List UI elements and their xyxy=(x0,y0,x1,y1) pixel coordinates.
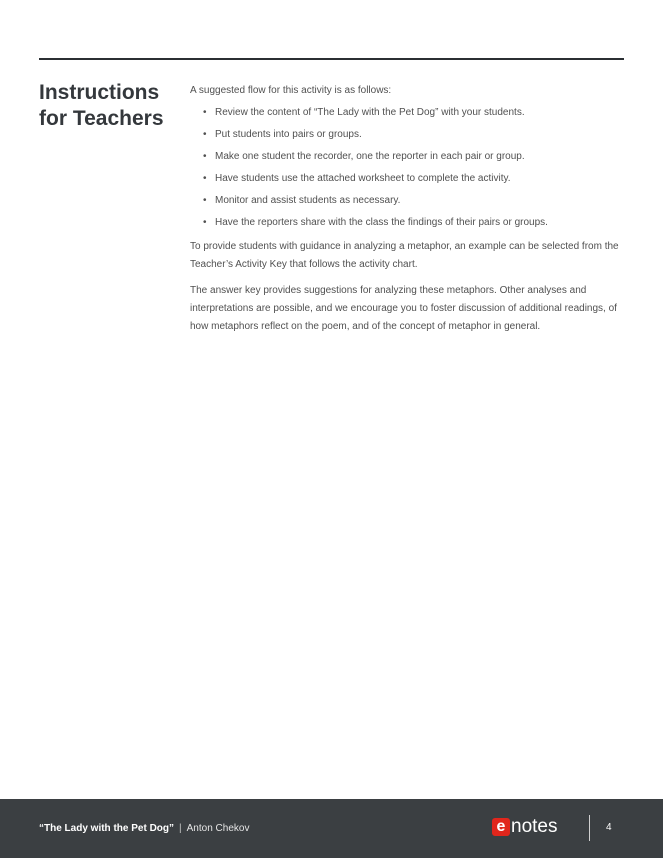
bullet-icon: • xyxy=(203,173,207,184)
answer-key-paragraph: The answer key provides suggestions for analyzing these metaphors. Other analyses and interpretations are possible, and we encourage you to foster discussion of additional readings, of how metaphors reflect on the poem, and of the concept of metaphor in general. xyxy=(190,285,617,332)
instructions-body xyxy=(190,82,622,344)
page-footer xyxy=(0,799,663,858)
bullet-icon: • xyxy=(203,195,207,206)
list-item-text: Review the content of “The Lady with the Pet Dog” with your students. xyxy=(215,107,525,118)
list-item xyxy=(190,126,622,144)
footer-divider xyxy=(589,815,590,841)
activity-flow-list xyxy=(190,104,622,232)
enotes-logo xyxy=(492,816,557,838)
footer-citation xyxy=(39,823,249,834)
guidance-paragraph: To provide students with guidance in analyzing a metaphor, an example can be selected from the Teacher’s Activity Key that follows the activity chart. xyxy=(190,241,619,270)
list-item-text: Have the reporters share with the class the findings of their pairs or groups. xyxy=(215,217,548,228)
top-divider xyxy=(39,58,624,60)
footer-author: Anton Chekov xyxy=(186,823,250,834)
section-title xyxy=(39,80,179,132)
list-item-text: Have students use the attached worksheet to complete the activity. xyxy=(215,173,511,184)
list-item-text: Put students into pairs or groups. xyxy=(215,129,362,140)
intro-text: A suggested flow for this activity is as follows: xyxy=(190,85,392,96)
list-item-text: Monitor and assist students as necessary. xyxy=(215,195,401,206)
list-item xyxy=(190,104,622,122)
list-item xyxy=(190,148,622,166)
bullet-icon: • xyxy=(203,129,207,140)
footer-book-title: “The Lady with the Pet Dog” xyxy=(39,823,175,834)
section-title-line2: for Teachers xyxy=(39,107,164,130)
footer-separator: | xyxy=(179,823,182,834)
bullet-icon: • xyxy=(203,151,207,162)
section-title-line1: Instructions xyxy=(39,81,160,104)
bullet-icon: • xyxy=(203,107,207,118)
list-item xyxy=(190,214,622,232)
page-number: 4 xyxy=(606,822,612,833)
enotes-logo-text: notes xyxy=(511,816,558,837)
list-item xyxy=(190,170,622,188)
list-item xyxy=(190,192,622,210)
list-item-text: Make one student the recorder, one the reporter in each pair or group. xyxy=(215,151,525,162)
bullet-icon: • xyxy=(203,217,207,228)
enotes-logo-icon: e xyxy=(492,818,510,836)
